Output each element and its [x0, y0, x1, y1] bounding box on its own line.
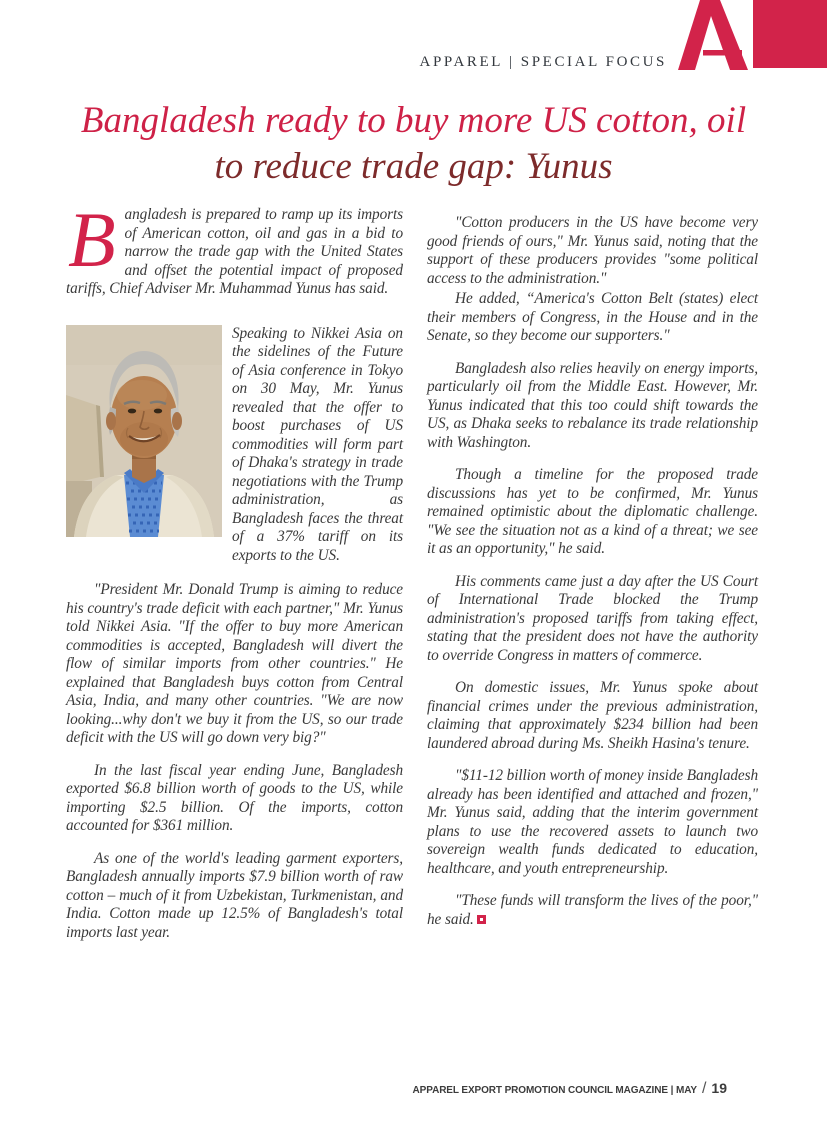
paragraph: He added, “America's Cotton Belt (states) elect their members of Congress, in the House and in the Senate, so they become our supporters.": [427, 290, 758, 344]
page-footer: [413, 1080, 727, 1098]
paragraph: "President Mr. Donald Trump is aiming to reduce his country's trade deficit with each partner," Mr. Yunus told Nikkei Asia. "If the offer to buy more American commodities is accepted, Bangladesh will divert the flow of similar imports from other countries." He explained that Bangladesh buys cotton from Central Asia, India, and many other countries. "We are now looking...why don't we buy it from the US, so our trade deficit with the US will go down very big?": [66, 581, 403, 746]
article-title: [0, 98, 827, 190]
article-title-line1: Bangladesh ready to buy more US cotton, oil: [80, 100, 747, 141]
page-number: 19: [711, 1080, 727, 1096]
article-title-line2: to reduce trade gap: Yunus: [214, 146, 613, 187]
left-column: [66, 196, 403, 942]
section-kicker: APPAREL | SPECIAL FOCUS: [419, 54, 667, 70]
paragraph: "$11-12 billion worth of money inside Bangladesh already has been identified and attached and frozen," Mr. Yunus said, adding that the interim government plans to use the recovered assets to launch two sovereign wealth funds dedicated to education, healthcare, and youth entrepreneurship.: [427, 767, 759, 877]
drop-cap: B: [68, 196, 116, 283]
paragraph: Bangladesh also relies heavily on energy imports, particularly oil from the Middle East. However, Mr. Yunus indicated that this too could shift towards the US, as Dhaka seeks to rebalance its trade relationship with Washington.: [427, 359, 758, 451]
yunus-portrait-photo: [66, 325, 222, 537]
paragraph: In the last fiscal year ending June, Bangladesh exported $6.8 billion worth of goods to the US, while importing $2.5 billion. Of the imports, cotton accounted for $361 million.: [66, 761, 403, 834]
closing-paragraph: [427, 892, 758, 929]
article-body: [66, 196, 759, 942]
photo-block: [66, 325, 403, 566]
paragraph: Though a timeline for the proposed trade discussions has yet to be confirmed, Mr. Yunus remained optimistic about the diplomatic challenge. "We see the situation not as a kind of a threat; we see it as an opportunity," he said.: [427, 466, 758, 557]
paragraph: His comments came just a day after the US Court of International Trade blocked the Trump administration's proposed tariffs from taking effect, stating that the president does not have the authority to override Congress in matters of commerce.: [427, 572, 758, 664]
right-column: [427, 206, 758, 942]
photo-side-paragraph: Speaking to Nikkei Asia on the sidelines of the Future of Asia conference in Tokyo on 30 May, Mr. Yunus revealed that the offer to boost purchases of US commodities will form part of Dhaka's strategy in trade negotiations with the Trump administration, as Bangladesh faces the threat of a 37% tariff on its exports to the US.: [232, 324, 403, 564]
footer-separator: /: [701, 1080, 707, 1097]
lead-text: angladesh is prepared to ramp up its imports of American cotton, oil and gas in a bid to narrow the trade gap with the United States and offset the potential impact of proposed tariffs, Chief Adviser Mr. Muhammad Yunus has said.: [66, 206, 403, 297]
lead-paragraph: [66, 196, 403, 299]
closing-text: "These funds will transform the lives of the poor," he said.: [427, 892, 758, 928]
paragraph: On domestic issues, Mr. Yunus spoke about financial crimes under the previous administration, claiming that approximately $234 billion had been laundered abroad during Ms. Sheikh Hasina's tenure.: [427, 679, 758, 752]
apparel-magazine-logo-icon: [670, 0, 827, 80]
paragraph: As one of the world's leading garment exporters, Bangladesh annually imports $7.9 billion worth of raw cotton – much of it from Uzbekistan, Turkmenistan, and India. Cotton made up 12.5% of Bangladesh's total imports last year.: [66, 849, 403, 941]
paragraph: "Cotton producers in the US have become very good friends of ours," Mr. Yunus said, noting that the support of these producers provides "some political access to the administration.": [427, 214, 758, 287]
end-of-article-marker-icon: [477, 915, 486, 924]
footer-magazine-name: APPAREL EXPORT PROMOTION COUNCIL MAGAZINE | MAY: [412, 1085, 697, 1096]
